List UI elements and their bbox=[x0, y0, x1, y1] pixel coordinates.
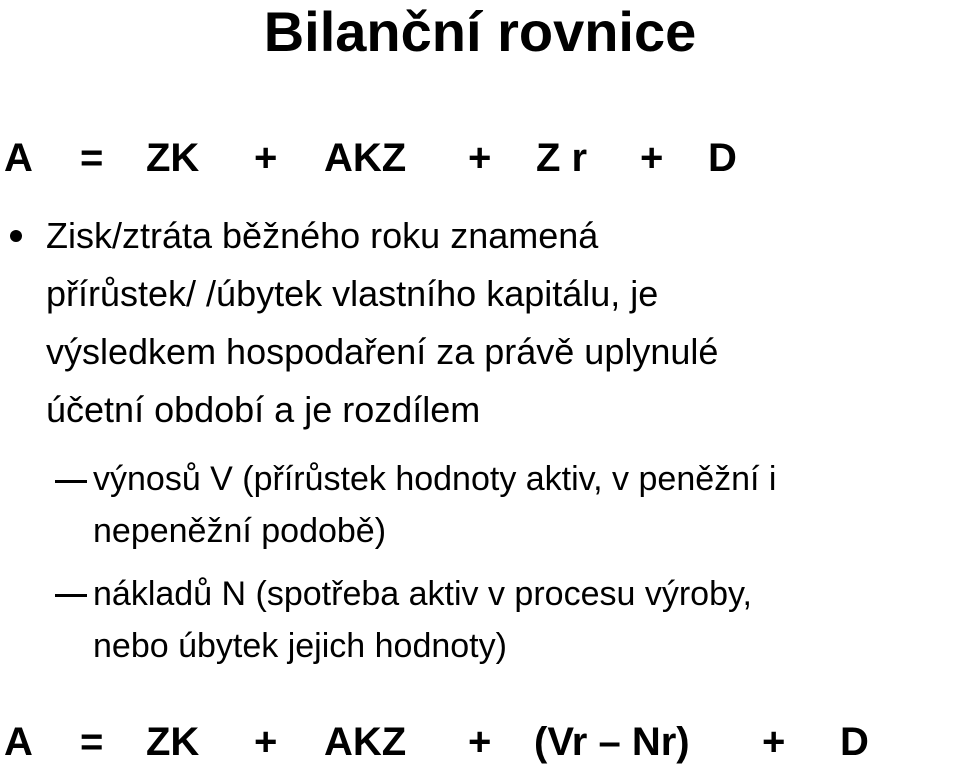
sub-item-line: nebo úbytek jejich hodnoty) bbox=[93, 627, 507, 665]
sub-item-line: nepeněžní podobě) bbox=[93, 512, 387, 550]
eq-term-a: A bbox=[4, 136, 33, 180]
eq-term-zr: Z r bbox=[536, 136, 588, 180]
eq-plus: + bbox=[468, 720, 492, 764]
eq-plus: + bbox=[468, 136, 492, 180]
eq-plus: + bbox=[762, 720, 786, 764]
sub-item-dash bbox=[55, 594, 87, 597]
sub-item-line: výnosů V (přírůstek hodnoty aktiv, v peněžní i bbox=[93, 460, 777, 498]
eq-term-akz: AKZ bbox=[324, 720, 407, 764]
slide-title: Bilanční rovnice bbox=[263, 0, 697, 63]
eq-term-zk: ZK bbox=[146, 720, 200, 764]
balance-equation-bottom bbox=[0, 716, 960, 768]
eq-term-d: D bbox=[708, 136, 737, 180]
eq-plus: + bbox=[640, 136, 664, 180]
bullet-line: Zisk/ztráta běžného roku znamená bbox=[46, 215, 599, 256]
balance-equation-top bbox=[0, 132, 960, 184]
bullet-line: účetní období a je rozdílem bbox=[46, 389, 481, 430]
eq-equals: = bbox=[80, 136, 104, 180]
bullet-dot bbox=[10, 230, 22, 242]
eq-term-zk: ZK bbox=[146, 136, 200, 180]
bullet-line: výsledkem hospodaření za právě uplynulé bbox=[46, 331, 719, 372]
eq-plus: + bbox=[254, 720, 278, 764]
sub-item-line: nákladů N (spotřeba aktiv v procesu výroby, bbox=[93, 575, 752, 613]
eq-term-akz: AKZ bbox=[324, 136, 407, 180]
eq-term-vr-nr: (Vr – Nr) bbox=[534, 720, 690, 764]
bullet-line: přírůstek/ /úbytek vlastního kapitálu, je bbox=[46, 273, 659, 314]
eq-plus: + bbox=[254, 136, 278, 180]
eq-equals: = bbox=[80, 720, 104, 764]
sub-item-dash bbox=[55, 480, 87, 483]
eq-term-a: A bbox=[4, 720, 33, 764]
eq-term-d: D bbox=[840, 720, 869, 764]
